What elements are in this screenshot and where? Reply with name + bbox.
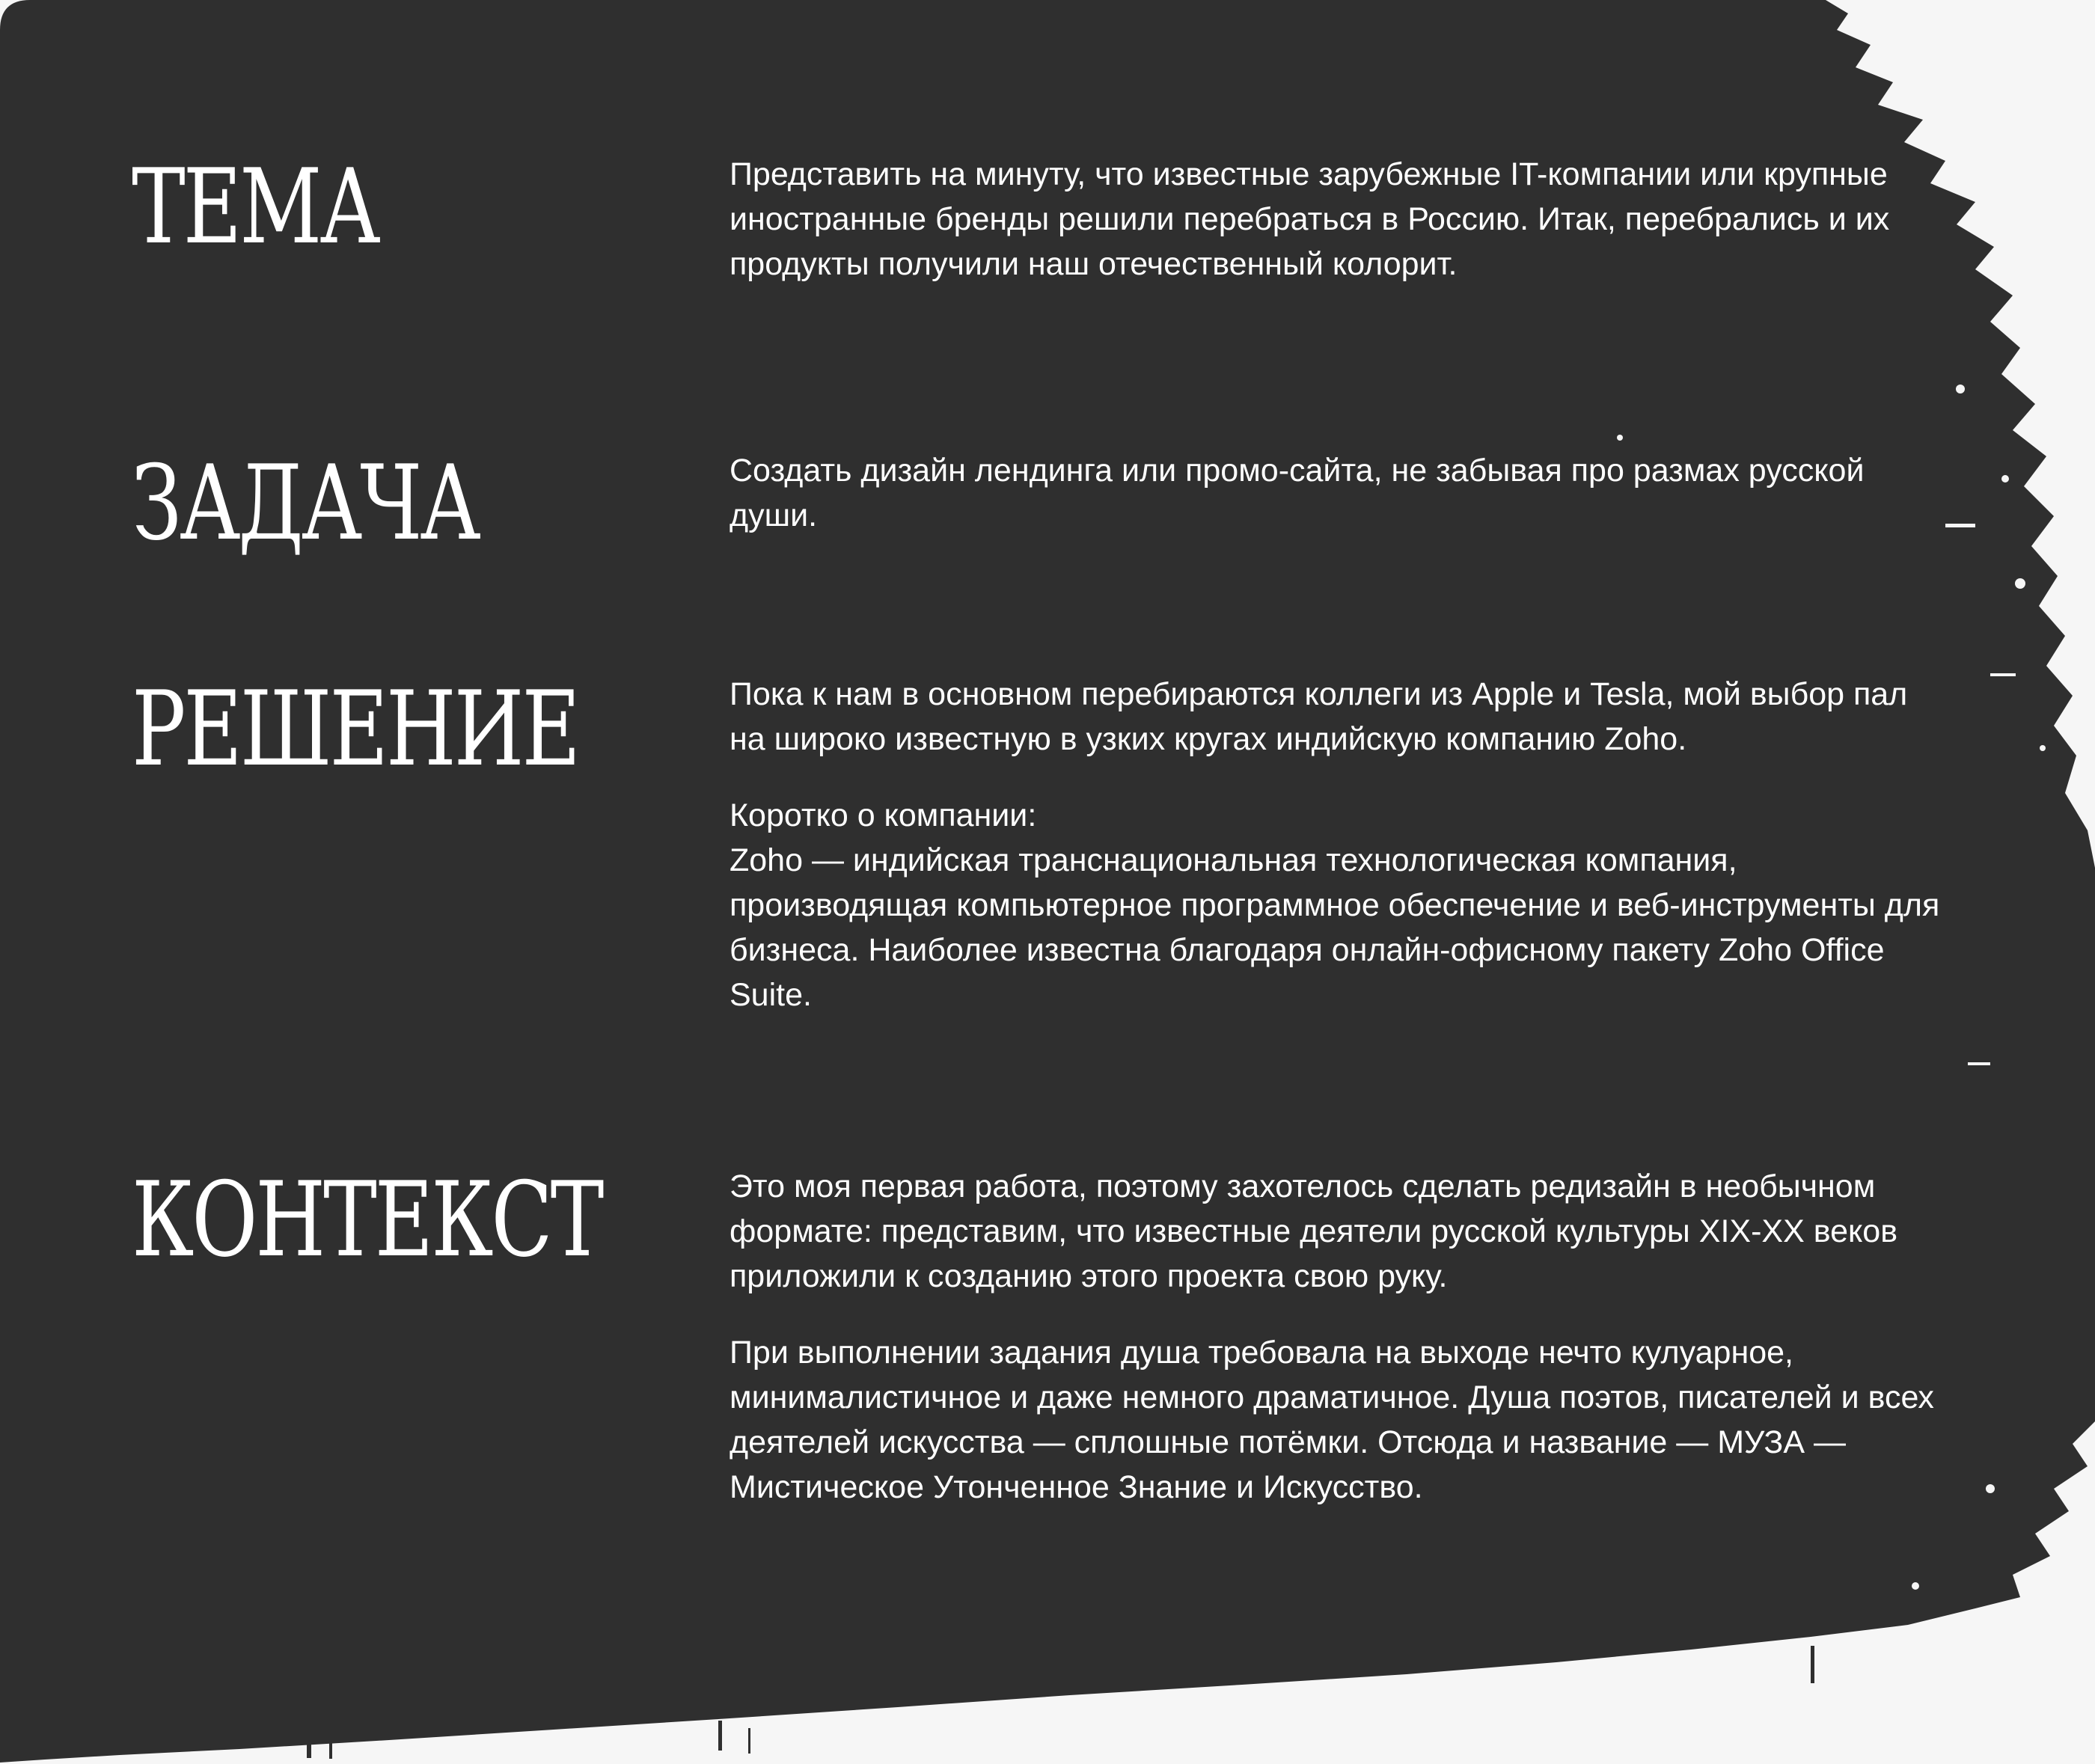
kontekst-text xyxy=(730,1164,1942,1510)
kontekst-paragraph-2: При выполнении задания душа требовала на выходе нечто кулуарное, минималистичное и даже немного драматичное. Душа поэтов, писателей и всех деятелей искусства — сплошные потёмки. Отсюда и название — МУЗА — Мистическое Утонченное Знание и Искусство. xyxy=(730,1335,1934,1505)
heading-reshenie: РЕШЕНИЕ xyxy=(132,669,578,789)
reshenie-paragraph-2: Коротко о компании: Zoho — индийская транснациональная технологическая компания, производящая компьютерное программное обеспечение и веб-инструменты для бизнеса. Наиболее известна благодаря онлайн-офисному пакету Zoho Office Suite. xyxy=(730,797,1940,1013)
kontekst-paragraph-1: Это моя первая работа, поэтому захотелось сделать редизайн в необычном формате: представим, что известные деятели русской культуры XIX-XX веков приложили к созданию этого проекта свою руку. xyxy=(730,1169,1898,1294)
tema-paragraph-1: Представить на минуту, что известные зарубежные IT-компании или крупные иностранные бренды решили перебраться в Россию. Итак, перебрались и их продукты получили наш отечественный колорит. xyxy=(730,156,1890,282)
zadacha-paragraph-1: Создать дизайн лендинга или промо-сайта, не забывая про размах русской души. xyxy=(730,453,1865,533)
zadacha-text xyxy=(730,448,1942,538)
tema-text xyxy=(730,152,1942,287)
heading-tema: ТЕМА xyxy=(132,147,379,267)
heading-zadacha: ЗАДАЧА xyxy=(132,443,479,563)
reshenie-text xyxy=(730,672,1942,1017)
reshenie-paragraph-1: Пока к нам в основном перебираются коллеги из Apple и Tesla, мой выбор пал на широко известную в узких кругах индийскую компанию Zoho. xyxy=(730,676,1908,757)
heading-kontekst: КОНТЕКСТ xyxy=(132,1160,602,1280)
